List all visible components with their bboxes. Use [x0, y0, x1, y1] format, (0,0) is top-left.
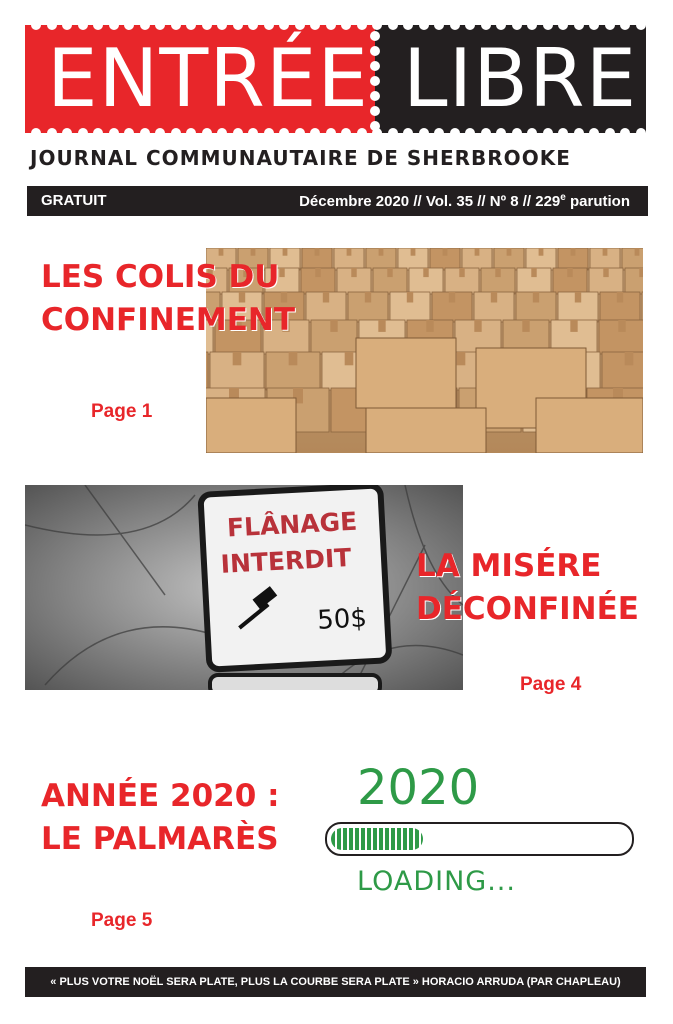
- box-tape: [365, 292, 371, 303]
- cardboard-box: [602, 352, 643, 390]
- perforation-dot: [171, 128, 181, 138]
- story3-headline-line2: LE PALMARÈS: [41, 821, 279, 857]
- perforation-dot: [403, 128, 413, 138]
- perforation-dot: [124, 128, 134, 138]
- box-tape: [347, 248, 352, 256]
- perforation-dot: [140, 20, 150, 30]
- box-tape: [639, 268, 643, 277]
- perforation-dot: [357, 128, 367, 138]
- box-tape: [283, 248, 288, 256]
- perforation-dot: [512, 20, 522, 30]
- box-tape: [625, 352, 634, 365]
- box-tape: [423, 268, 428, 277]
- sign-text-line2: INTERDIT: [219, 543, 353, 579]
- perforation-dot: [496, 20, 506, 30]
- box-tape: [603, 268, 608, 277]
- perforation-dot: [217, 20, 227, 30]
- box-tape: [330, 320, 337, 332]
- issue-superscript: e: [560, 192, 566, 203]
- box-tape: [475, 248, 480, 256]
- box-tape: [443, 248, 448, 256]
- box-tape: [531, 268, 536, 277]
- box-tape: [233, 352, 242, 365]
- footer-quote-bar: [25, 967, 646, 997]
- perforation-dot: [434, 20, 444, 30]
- cardboard-box: [642, 292, 643, 322]
- perforation-dot: [543, 20, 553, 30]
- perforation-dot: [279, 20, 289, 30]
- perforation-dot: [155, 20, 165, 30]
- box-tape: [507, 248, 512, 256]
- box-tape: [411, 248, 416, 256]
- perforation-dot: [357, 20, 367, 30]
- story2-page-link[interactable]: Page 4: [520, 674, 582, 695]
- box-tape: [522, 320, 529, 332]
- box-tape: [449, 292, 455, 303]
- perforation-dot: [370, 31, 380, 41]
- perforation-dot: [93, 128, 103, 138]
- perforation-dot: [372, 20, 382, 30]
- box-tape: [603, 248, 608, 256]
- perforation-dot: [140, 128, 150, 138]
- perforation-dot: [31, 128, 41, 138]
- perforation-dot: [155, 128, 165, 138]
- perforation-dot: [248, 128, 258, 138]
- perforation-dot: [434, 128, 444, 138]
- story1-headline-line1: LES COLIS DU: [41, 259, 280, 295]
- perforation-dot: [636, 20, 646, 30]
- perforation-dot: [450, 128, 460, 138]
- perforation-dot: [47, 128, 57, 138]
- perforation-dot: [264, 128, 274, 138]
- perforation-dot: [326, 20, 336, 30]
- masthead-title-left: ENTRÉE: [47, 32, 369, 125]
- perforation-dot: [78, 20, 88, 30]
- perforation-dot: [527, 20, 537, 30]
- loading-progress-bar: [325, 822, 634, 856]
- box-tape: [279, 268, 284, 277]
- box-tape: [351, 268, 356, 277]
- cardboard-box: [536, 398, 643, 453]
- perforation-dot: [109, 128, 119, 138]
- perforation-dot: [574, 128, 584, 138]
- perforation-dot: [512, 128, 522, 138]
- box-tape: [618, 320, 625, 332]
- box-tape: [567, 268, 572, 277]
- perforation-dot: [465, 128, 475, 138]
- perforation-dot: [233, 20, 243, 30]
- perforation-dot: [558, 128, 568, 138]
- perforation-dot: [527, 128, 537, 138]
- loading-progress-fill: [331, 828, 423, 850]
- box-tape: [571, 248, 576, 256]
- loading-year: 2020: [357, 760, 480, 816]
- perforation-dot: [636, 128, 646, 138]
- perforation-dot: [186, 20, 196, 30]
- perforation-dot: [481, 20, 491, 30]
- masthead-subtitle: JOURNAL COMMUNAUTAIRE DE SHERBROOKE: [30, 146, 571, 170]
- sign-text-line1: FLÂNAGE: [226, 506, 358, 543]
- perforation-dot: [248, 20, 258, 30]
- story1-headline-line2: CONFINEMENT: [41, 302, 295, 338]
- perforation-dot: [465, 20, 475, 30]
- perforation-dot: [310, 128, 320, 138]
- perforation-dot: [370, 121, 380, 131]
- cardboard-box: [356, 338, 456, 408]
- issue-suffix: parution: [565, 193, 630, 210]
- issue-prefix: Décembre 2020 // Vol. 35 // Nº 8 // 229: [299, 193, 561, 210]
- box-tape: [345, 352, 354, 365]
- box-tape: [315, 268, 320, 277]
- perforation-dot: [326, 128, 336, 138]
- issue-info-bar: [27, 186, 648, 216]
- perforation-dot: [47, 20, 57, 30]
- footer-quote: « PLUS VOTRE NOËL SERA PLATE, PLUS LA COURBE SERA PLATE » HORACIO ARRUDA (PAR CHAPLEAU): [50, 976, 621, 988]
- perforation-dot: [481, 128, 491, 138]
- box-tape: [617, 292, 623, 303]
- perforation-dot: [279, 128, 289, 138]
- loading-text: LOADING...: [357, 866, 516, 897]
- perforation-dot: [450, 20, 460, 30]
- box-tape: [635, 248, 640, 256]
- perforation-dot: [202, 20, 212, 30]
- cardboard-box: [206, 352, 208, 390]
- perforation-dot: [605, 20, 615, 30]
- perforation-dot: [419, 128, 429, 138]
- perforation-dot: [341, 128, 351, 138]
- perforation-dot: [388, 20, 398, 30]
- perforation-dot: [605, 128, 615, 138]
- perforation-dot: [171, 20, 181, 30]
- box-tape: [495, 268, 500, 277]
- perforation-dot: [264, 20, 274, 30]
- perforation-dot: [388, 128, 398, 138]
- perforation-dot: [202, 128, 212, 138]
- box-tape: [378, 320, 385, 332]
- cardboard-box: [622, 248, 643, 270]
- box-tape: [379, 248, 384, 256]
- story2-headline-line1: LA MISÉRE: [416, 548, 602, 584]
- perforation-dot: [62, 128, 72, 138]
- sign-fine: 50$: [316, 603, 368, 636]
- box-tape: [575, 292, 581, 303]
- box-tape: [219, 248, 224, 256]
- perforation-dot: [589, 128, 599, 138]
- box-tape: [387, 268, 392, 277]
- cardboard-box: [206, 398, 296, 453]
- box-tape: [491, 292, 497, 303]
- perforation-dot: [403, 20, 413, 30]
- perforation-dot: [558, 20, 568, 30]
- perforation-dot: [217, 128, 227, 138]
- perforation-dot: [295, 20, 305, 30]
- sign-image: [25, 485, 463, 690]
- masthead-title-right: LIBRE: [403, 32, 638, 125]
- perforation-dot: [124, 20, 134, 30]
- perforation-dot: [370, 61, 380, 71]
- issue-details: [299, 192, 630, 210]
- perforation-dot: [62, 20, 72, 30]
- perforation-dot: [496, 128, 506, 138]
- perforation-dot: [295, 128, 305, 138]
- perforation-dot: [78, 128, 88, 138]
- perforation-dot: [419, 20, 429, 30]
- story3-headline-line1: ANNÉE 2020 :: [41, 778, 280, 814]
- price-label: GRATUIT: [41, 192, 107, 209]
- box-tape: [570, 320, 577, 332]
- perforation-dot: [370, 91, 380, 101]
- perforation-dot: [109, 20, 119, 30]
- perforation-dot: [31, 20, 41, 30]
- perforation-dot: [93, 20, 103, 30]
- perforation-dot: [620, 20, 630, 30]
- sign-illustration: [25, 485, 463, 690]
- cardboard-box: [366, 408, 486, 453]
- box-tape: [315, 248, 320, 256]
- box-tape: [323, 292, 329, 303]
- perforation-dot: [370, 76, 380, 86]
- story3-page-link[interactable]: Page 5: [91, 910, 153, 931]
- box-tape: [426, 320, 433, 332]
- perforation-dot: [543, 128, 553, 138]
- perforation-dot: [574, 20, 584, 30]
- box-tape: [539, 248, 544, 256]
- perforation-dot: [620, 128, 630, 138]
- perforation-dot: [370, 46, 380, 56]
- box-tape: [459, 268, 464, 277]
- box-tape: [533, 292, 539, 303]
- box-tape: [457, 352, 466, 365]
- perforation-dot: [310, 20, 320, 30]
- story1-page-link[interactable]: Page 1: [91, 401, 153, 422]
- box-tape: [407, 292, 413, 303]
- story2-headline-line2: DÉCONFINÉE: [416, 591, 639, 627]
- perforation-dot: [341, 20, 351, 30]
- perforation-dot: [370, 106, 380, 116]
- masthead: [25, 25, 646, 133]
- perforation-dot: [233, 128, 243, 138]
- box-tape: [474, 320, 481, 332]
- box-tape: [289, 352, 298, 365]
- perforation-dot: [186, 128, 196, 138]
- box-tape: [251, 248, 256, 256]
- perforation-dot: [589, 20, 599, 30]
